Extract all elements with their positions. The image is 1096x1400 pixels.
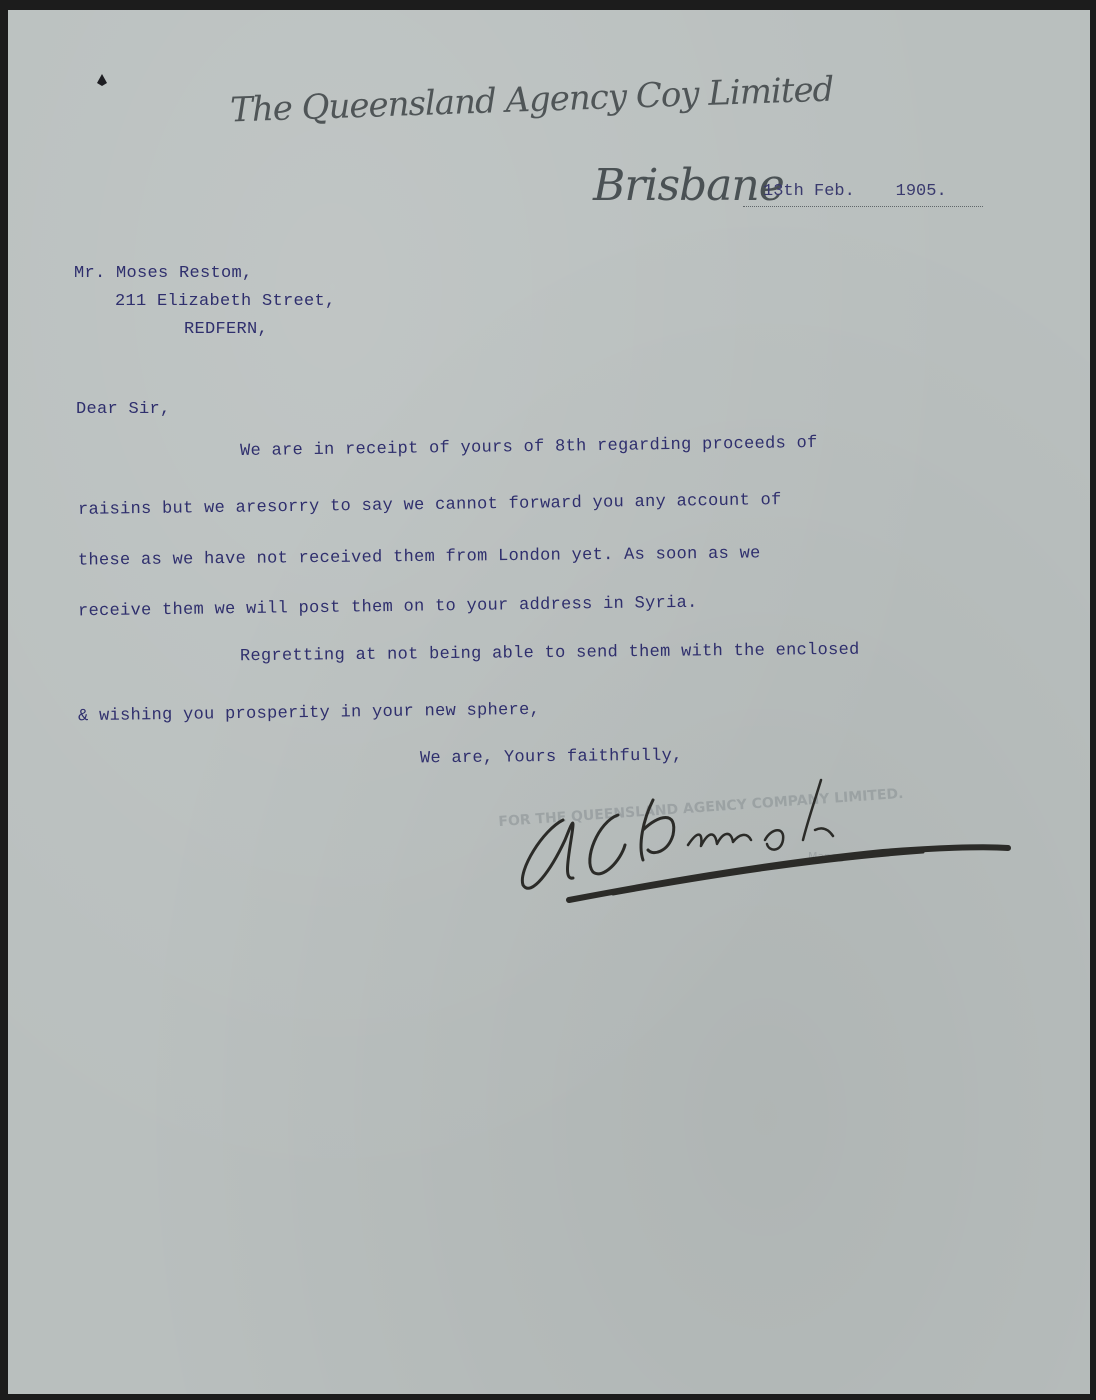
body-line-1: We are in receipt of yours of 8th regarding proceeds of — [239, 433, 818, 462]
stamp-manager: Manager — [808, 850, 857, 863]
salutation: Dear Sir, — [76, 400, 171, 419]
recipient-name: Mr. Moses Restom, — [74, 264, 253, 283]
signature-icon — [503, 760, 1023, 920]
letterhead-company: The Queensland Agency Coy Limited — [229, 69, 835, 131]
recipient-street: 211 Elizabeth Street, — [115, 292, 336, 311]
body-line-6: & wishing you prosperity in your new sphere, — [77, 700, 541, 727]
body-line-2: raisins but we aresorry to say we cannot forward you any account of — [77, 491, 782, 520]
date-year: 1905. — [895, 182, 947, 201]
dateline — [593, 160, 1033, 220]
date-rule — [743, 206, 983, 207]
body-line-4: receive them we will post them on to your address in Syria. — [77, 593, 698, 622]
letter-sheet — [8, 10, 1090, 1394]
date-day: 13th Feb. — [763, 182, 855, 201]
ink-blot-icon — [96, 74, 108, 86]
company-stamp: FOR THE QUEENSLAND AGENCY COMPANY LIMITED. — [497, 785, 904, 831]
recipient-suburb: REDFERN, — [184, 320, 269, 339]
body-line-3: these as we have not received them from London yet. As soon as we — [77, 544, 761, 571]
letterhead-place: Brisbane — [593, 160, 784, 211]
body-line-5: Regretting at not being able to send them with the enclosed — [239, 640, 860, 667]
letter-date — [763, 182, 947, 201]
closing: We are, Yours faithfully, — [419, 746, 683, 769]
